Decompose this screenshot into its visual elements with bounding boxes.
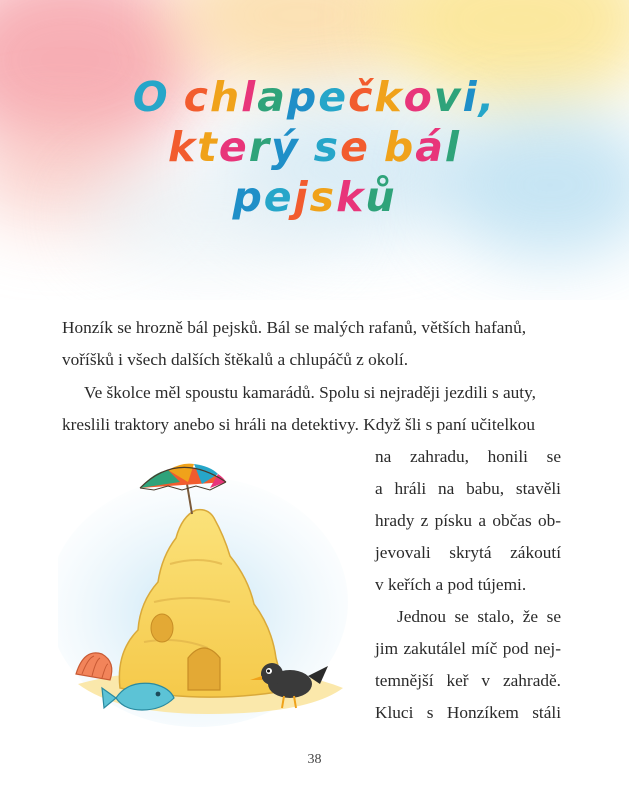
title-line-1	[0, 72, 629, 122]
paragraph-2-line-1: Ve školce měl spoustu kamarádů. Spolu si nejraději jezdili s auty,	[84, 383, 536, 402]
title-letter: O	[132, 73, 170, 121]
page-number: 38	[307, 752, 322, 767]
paragraph-2-line-2: kreslili traktory anebo si hráli na detektivy. Když šli s paní učitelkou	[62, 415, 536, 434]
title-letter: č	[348, 73, 375, 121]
sandcastle-illustration	[58, 452, 358, 742]
title-letter: s	[313, 123, 341, 171]
title-letter: s	[309, 173, 337, 221]
title-letter: k	[168, 123, 198, 171]
castle-window	[151, 614, 173, 642]
paragraph-2-line-7: v keřích a pod tújemi.	[375, 575, 527, 594]
title-letter: ů	[365, 173, 397, 221]
title-letter: p	[232, 173, 264, 221]
paragraph-3-line-1: Jednou se stalo, že se	[397, 607, 561, 626]
title-letter: e	[263, 173, 294, 221]
title-letter: i	[462, 73, 479, 121]
paragraph-1-line-2: voříšků i všech dalších štěkalů a chlupáčů z okolí.	[62, 350, 409, 369]
title-letter: e	[340, 123, 370, 171]
title-letter: ý	[270, 123, 300, 171]
title-letter: l	[241, 73, 258, 121]
paragraph-2-line-6: jevovali skrytá zákoutí	[375, 543, 561, 562]
title-letter: c	[183, 73, 210, 121]
title-line-3	[0, 172, 629, 222]
title-letter: r	[248, 123, 271, 171]
title-letter: p	[286, 73, 319, 121]
paragraph-1-line-1: Honzík se hrozně bál pejsků. Bál se malých rafanů, větších hafanů,	[62, 318, 527, 337]
title-letter: a	[257, 73, 287, 121]
title-letter: e	[318, 73, 349, 121]
title-letter: ,	[478, 73, 497, 121]
title-letter: t	[197, 123, 219, 171]
paragraph-2-line-3: na zahradu, honili se	[375, 447, 561, 466]
title-letter: h	[209, 73, 242, 121]
title-letter: o	[403, 73, 434, 121]
title-letter: k	[336, 173, 366, 221]
paragraph-3-line-2: jim zakutálel míč pod nej-	[375, 639, 561, 658]
title-letter: j	[293, 173, 310, 221]
castle-door	[188, 648, 220, 690]
title-letter: l	[444, 123, 461, 171]
title-letter: k	[374, 73, 404, 121]
title-letter: e	[218, 123, 249, 171]
paragraph-3-line-3: temnější keř v zahradě.	[375, 671, 561, 690]
story-title	[0, 72, 629, 222]
paragraph-2-line-5: hrady z písku a občas ob-	[375, 511, 561, 530]
paragraph-3-line-4: Kluci s Honzíkem stáli	[375, 703, 561, 722]
title-letter: v	[433, 73, 463, 121]
title-letter: á	[415, 123, 445, 171]
title-line-2	[0, 122, 629, 172]
title-letter: b	[383, 123, 416, 171]
paragraph-2-line-4: a hráli na babu, stavěli	[375, 479, 561, 498]
